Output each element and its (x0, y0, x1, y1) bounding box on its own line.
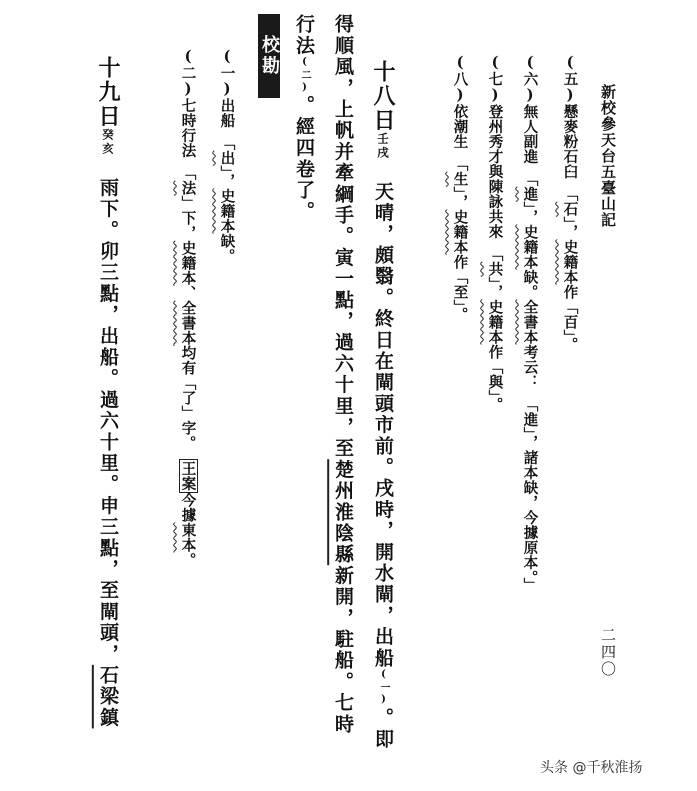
note-term: 七時行法 (179, 98, 197, 158)
note-marker: (六) (521, 54, 539, 104)
collation-heading: 校勘 (258, 14, 280, 98)
note-6: (六)無人副進 「進」，史籍本缺。全書本考云： 「進」，諸本缺，今據原本。」 (521, 54, 539, 593)
note-marker: (七) (486, 54, 504, 104)
editor-note-box: 王案 (179, 460, 197, 491)
note-marker: (八) (451, 54, 469, 104)
entry-date: 十九日 (95, 56, 121, 129)
note-marker: (二) (179, 48, 197, 98)
note-7: (七)登州秀才與陳詠共來 「共」，史籍本作「與」。 (486, 54, 504, 413)
footnote-marker: (二) (299, 56, 310, 96)
note-marker: (五) (561, 54, 579, 104)
collation-note-1: (一)出船 「出」，史籍本缺。 (218, 48, 236, 264)
note-term: 懸麥粉石臼 (561, 104, 579, 179)
note-term: 登州秀才與陳詠共來 (486, 104, 504, 239)
place-name: 楚州淮陰縣 (332, 459, 354, 566)
note-term: 依潮生 (451, 104, 469, 149)
note-term: 出船 (218, 98, 236, 128)
note-term: 無人副進 (521, 104, 539, 164)
running-title: 新校參天台五臺山記 (599, 84, 617, 228)
note-5: (五)懸麥粉石臼 「石」，史籍本作「百」。 (561, 54, 579, 353)
note-marker: (一) (218, 48, 236, 98)
footnote-marker: (一) (378, 668, 389, 708)
entry-19-line-1: 十九日癸亥 雨下。卯三點，出船。過六十里。申三點，至閘頭，石梁鎮 (95, 56, 121, 729)
note-8: (八)依潮生 「生」，史籍本作「至」。 (451, 54, 469, 323)
entry-18-line-1: 十八日壬戌 天晴，頗翳。終日在閘頭市前。戌時，開水閘，出船(一)。即 (370, 60, 396, 750)
entry-ganzhi: 壬戌 (376, 132, 390, 161)
collation-note-2: (二)七時行法 「法」下，史籍本、全書本均有「了」字。 王案今據東本。 (179, 48, 197, 568)
place-name: 石梁鎮 (97, 664, 119, 729)
entry-date: 十八日 (370, 60, 396, 133)
entry-18-line-3: 行法(二)。經四卷了。 (293, 14, 315, 223)
watermark: 头条 @千秋淮扬 (540, 760, 643, 776)
page-number: 二四〇 (599, 627, 617, 678)
entry-18-line-2: 得順風，上帆并牽綱手。寅一點，過六十里，至楚州淮陰縣新開，駐船。七時 (332, 14, 354, 735)
entry-ganzhi: 癸亥 (101, 128, 115, 157)
